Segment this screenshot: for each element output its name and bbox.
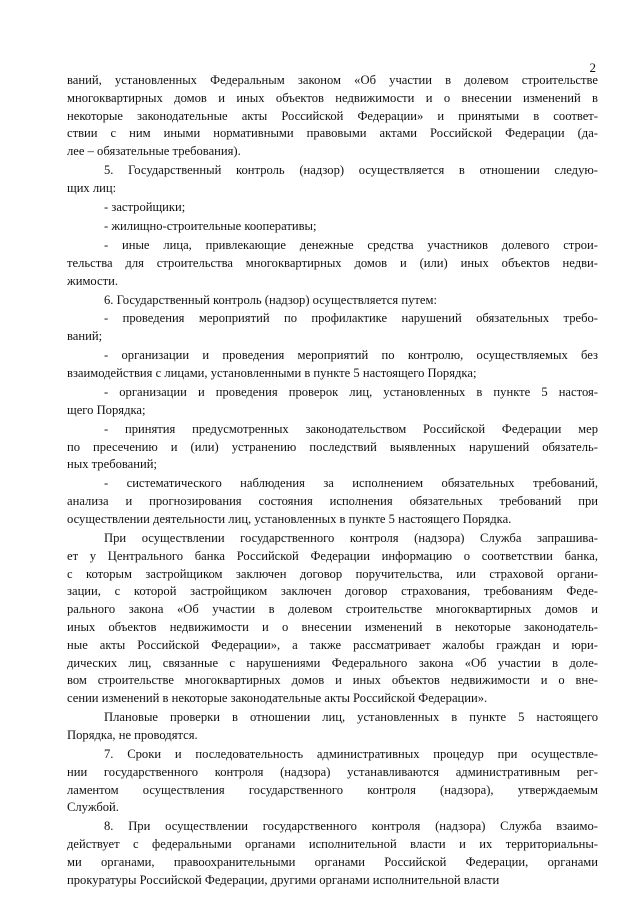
text-line: - проведения мероприятий по профилактике нарушений обязательных требо- — [104, 311, 598, 326]
text-line: зации, с которой застройщиком заключен договор страхования, требованиям Феде- — [67, 584, 598, 599]
text-line: ламентом осуществления государственного контроля (надзора), утверждаемым — [67, 782, 598, 797]
text-line: некоторые законодательные акты Российской Федерации» и принятыми в соответ- — [67, 108, 598, 123]
text-line: - иные лица, привлекающие денежные средства участников долевого строи- — [104, 237, 598, 252]
text-line: тельства для строительства многоквартирных домов и (или) иных объектов недви- — [67, 255, 598, 270]
text-line: с которым застройщиком заключен договор поручительства, или страховой органи- — [67, 566, 598, 581]
text-line: по пресечению и (или) устранению последствий выявленных нарушений обязатель- — [67, 439, 598, 454]
text-line: многоквартирных домов и иных объектов недвижимости и о внесении изменений в — [67, 90, 598, 105]
paragraph — [67, 818, 598, 889]
text-line: 8. При осуществлении государственного контроля (надзора) Служба взаимо- — [104, 819, 598, 834]
text-line: действует с федеральными органами исполнительной власти и их территориальны- — [67, 837, 598, 852]
page-number: 2 — [589, 60, 596, 75]
text-line: осуществлении деятельности лиц, установленных в пункте 5 настоящего Порядка. — [67, 512, 512, 526]
text-line: ет у Центрального банка Российской Федерации информацию о соответствии банка, — [67, 548, 598, 563]
paragraph — [67, 237, 598, 290]
text-line: щего Порядка; — [67, 402, 146, 417]
text-line: ствии с ним иными нормативными правовыми актами Российской Федерации (да- — [67, 126, 598, 141]
paragraph — [67, 421, 598, 474]
paragraph — [67, 218, 598, 236]
paragraph — [67, 475, 598, 528]
text-line: ваний; — [67, 329, 103, 344]
paragraph — [67, 292, 598, 310]
text-line: ных требований; — [67, 457, 157, 472]
paragraph — [67, 530, 598, 708]
text-line: лее – обязательные требования). — [67, 144, 241, 159]
text-line: взаимодействия с лицами, установленными в пункте 5 настоящего Порядка; — [67, 366, 477, 381]
text-line: Службой. — [67, 800, 119, 815]
text-line: нии государственного контроля (надзора) устанавливаются административным рег- — [67, 764, 598, 779]
text-line: 5. Государственный контроль (надзор) осуществляется в отношении следую- — [104, 163, 598, 178]
text-line: При осуществлении государственного контроля (надзора) Служба запрашива- — [104, 530, 598, 545]
text-line: - организации и проведения мероприятий по контролю, осуществляемых без — [104, 348, 598, 363]
text-line: 6. Государственный контроль (надзор) осуществляется путем: — [104, 292, 437, 307]
text-line: Порядка, не проводятся. — [67, 727, 198, 742]
paragraph — [67, 72, 598, 161]
text-line: рального закона «Об участии в долевом строительстве многоквартирных домов и — [67, 602, 598, 617]
text-line: - организации и проведения проверок лиц, установленных в пункте 5 настоя- — [104, 385, 598, 400]
paragraph — [67, 310, 598, 346]
text-line: 7. Сроки и последовательность административных процедур при осуществле- — [104, 746, 598, 761]
text-line: иных объектов недвижимости и о внесении изменений в некоторые законодатель- — [67, 619, 598, 634]
text-line: - застройщики; — [104, 199, 186, 214]
paragraph — [67, 709, 598, 745]
text-line: - жилищно-строительные кооперативы; — [104, 218, 317, 233]
text-line: анализа и прогнозирования состояния исполнения обязательных требований при — [67, 494, 598, 509]
text-line: ми органами, правоохранительными органами Российской Федерации, органами — [67, 854, 598, 869]
text-line: Плановые проверки в отношении лиц, установленных в пункте 5 настоящего — [104, 710, 598, 725]
paragraph — [67, 347, 598, 383]
text-line: щих лиц: — [67, 180, 117, 195]
paragraph — [67, 384, 598, 420]
text-line: ваний, установленных Федеральным законом «Об участии в долевом строительстве — [67, 73, 598, 87]
text-line: - систематического наблюдения за исполнением обязательных требований, — [104, 476, 598, 491]
paragraph — [67, 162, 598, 198]
paragraph — [67, 746, 598, 817]
text-line: прокуратуры Российской Федерации, другими органами исполнительной власти — [67, 872, 500, 887]
text-line: ные акты Российской Федерации», а также рассматривает жалобы граждан и юри- — [67, 637, 598, 652]
text-line: жимости. — [67, 273, 119, 288]
document-body — [67, 72, 598, 891]
text-line: - принятия предусмотренных законодательством Российской Федерации мер — [104, 421, 598, 436]
text-line: дических лиц, связанные с нарушениями Федерального закона «Об участии в доле- — [67, 655, 598, 670]
text-line: вом строительстве многоквартирных домов и иных объектов недвижимости и о вне- — [67, 673, 598, 688]
paragraph — [67, 199, 598, 217]
text-line: сении изменений в некоторые законодательные акты Российской Федерации». — [67, 691, 488, 706]
